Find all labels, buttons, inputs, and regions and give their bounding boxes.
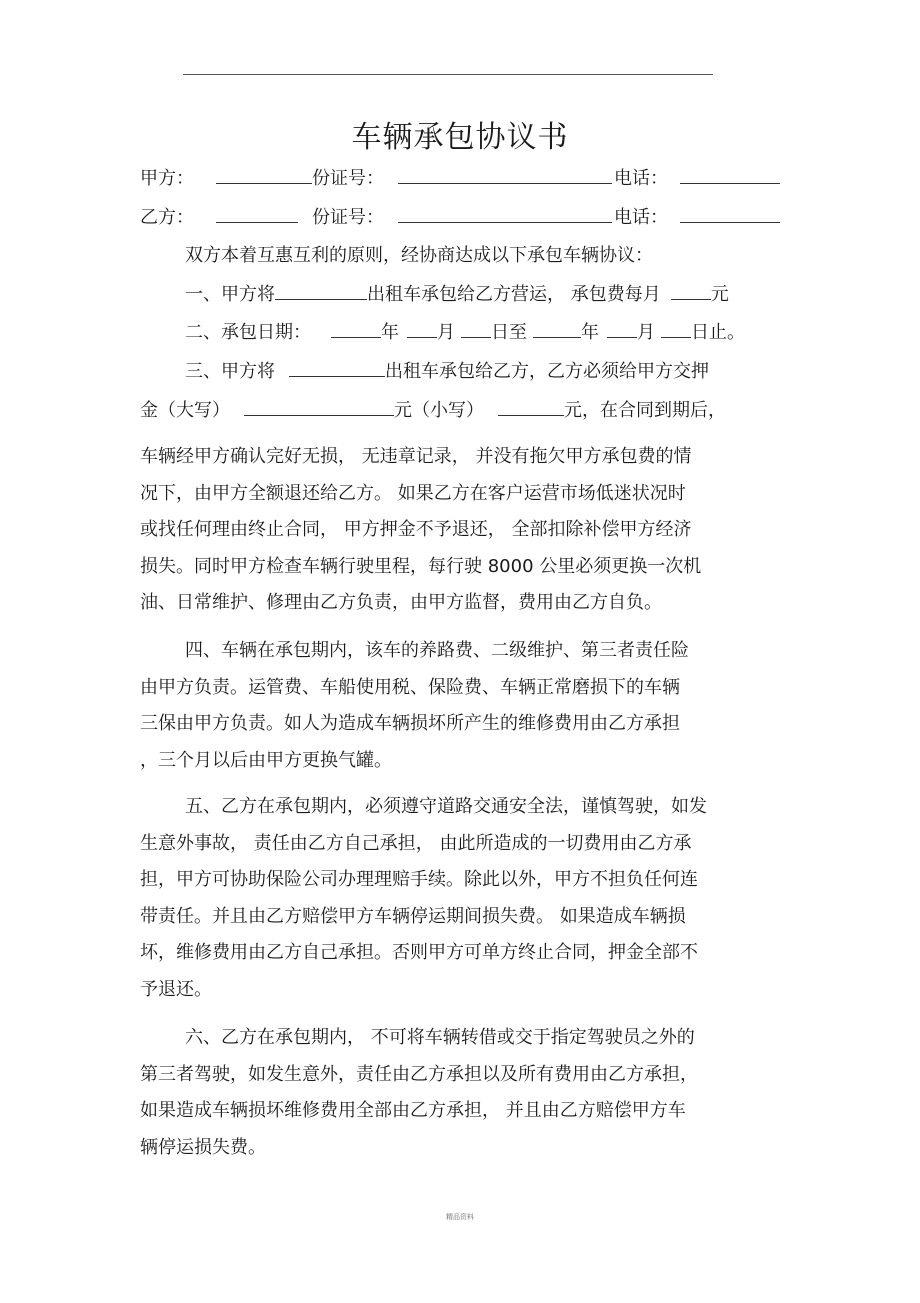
clause-1 [185,281,729,308]
month-label: 月 [437,322,455,343]
clause-5-text-2: 生意外事故， 责任由乙方自己承担， 由此所造成的一切费用由乙方承 [140,832,692,854]
clause-4-body [140,633,780,779]
clause-5-text-5: 坏，维修费用由乙方自己承担。否则甲方可单方终止合同，押金全部不 [140,942,698,963]
party-a-label: 甲方： [140,168,194,189]
party-a-id [312,165,612,192]
party-a-phone [614,165,780,192]
clause-5-text-6: 予退还。 [140,978,212,1000]
clause-1-car-blank[interactable] [275,281,367,300]
clause-3-text-3: 或找任何理由终止合同， 甲方押金不予退还， 全部扣除补偿甲方经济 [140,519,692,540]
month-label-2: 月 [637,322,655,343]
clause-4-text-1: 四、车辆在承包期内，该车的养路费、二级维护、第三者责任险 [185,640,689,661]
clause-1-part-b: 出租车承包给乙方营运， 承包费每月 [367,284,661,305]
party-b-label: 乙方： [140,207,194,228]
clause-3-text-4: 损失。同时甲方检查车辆行驶里程，每行驶 8000 公里必须更换一次机 [140,555,702,577]
party-a-row [140,165,312,192]
party-b-name-blank[interactable] [216,204,298,223]
intro-text: 双方本着互惠互利的原则，经协商达成以下承包车辆协议： [185,245,653,266]
party-b-phone-label: 电话： [614,207,668,228]
day-to-label: 日至 [491,322,527,343]
clause-4-text-2: 由甲方负责。运管费、车船使用税、保险费、车辆正常磨损下的车辆 [140,676,680,698]
clause-5-text-1: 五、乙方在承包期内，必须遵守道路交通安全法，谨慎驾驶，如发 [185,796,707,817]
clause-6-text-1: 六、乙方在承包期内， 不可将车辆转借或交于指定驾驶员之外的 [185,1027,695,1048]
page-footer: 精品资料 [446,1213,474,1221]
party-a-name-blank[interactable] [216,165,312,184]
clause-2-label: 二、承包日期： [185,322,311,343]
clause-1-part-a: 一、甲方将 [185,284,275,305]
clause-6-text-3: 如果造成车辆损坏维修费用全部由乙方承担， 并且由乙方赔偿甲方车 [140,1100,686,1121]
start-year-blank[interactable] [331,319,381,338]
clause-3-line-1 [185,358,709,385]
clause-3-part-b: 出租车承包给乙方，乙方必须给甲方交押 [385,361,709,382]
party-b-id-blank[interactable] [398,204,612,223]
clause-3-car-blank[interactable] [289,358,385,377]
day-end-label: 日止。 [691,322,745,343]
clause-4-text-3: 三保由甲方负责。如人为造成车辆损坏所产生的维修费用由乙方承担 [140,713,680,734]
clause-6-text-2: 第三者驾驶，如发生意外，责任由乙方承担以及所有费用由乙方承担， [140,1063,698,1085]
clause-5-text-3: 担，甲方可协助保险公司办理理赔手续。除此以外，甲方不担负任何连 [140,869,698,890]
clause-6-body [140,1020,780,1166]
party-a-id-label: 份证号： [312,168,384,189]
clause-3-text-2: 况下，由甲方全额退还给乙方。 如果乙方在客户运营市场低迷状况时 [140,482,686,504]
party-b-phone-blank[interactable] [680,204,780,223]
clause-1-fee-blank[interactable] [671,281,711,300]
year-label: 年 [381,322,399,343]
deposit-upper-blank[interactable] [244,397,394,416]
clause-3-part-a: 三、甲方将 [185,361,275,382]
clause-1-part-c: 元 [710,284,729,305]
year-label-2: 年 [581,322,599,343]
clause-4-text-4: ，三个月以后由甲方更换气罐。 [140,749,392,771]
party-a-id-blank[interactable] [398,165,612,184]
party-b-id-label: 份证号： [312,207,384,228]
party-b-id [312,204,612,231]
clause-5-body [140,789,780,1008]
start-day-blank[interactable] [461,319,491,338]
clause-2 [185,319,745,346]
clause-3-text-5: 油、日常维护、修理由乙方负责，由甲方监督，费用由乙方自负。 [140,592,662,613]
start-month-blank[interactable] [407,319,437,338]
end-month-blank[interactable] [607,319,637,338]
party-a-phone-blank[interactable] [680,165,780,184]
clause-3-body [140,439,780,622]
party-a-phone-label: 电话： [614,168,668,189]
clause-3-part-e: 元，在合同到期后， [564,400,726,421]
clause-6-text-4: 辆停运损失费。 [140,1136,266,1158]
header-rule [183,74,713,75]
end-year-blank[interactable] [533,319,581,338]
clause-5-text-4: 带责任。并且由乙方赔偿甲方车辆停运期间损失费。 如果造成车辆损 [140,905,686,927]
party-b-phone [614,204,780,231]
document-title: 车辆承包协议书 [351,120,569,155]
party-b-row [140,204,298,231]
clause-3-line-2 [140,397,726,424]
deposit-lower-label: 元（小写） [394,400,484,421]
end-day-blank[interactable] [661,319,691,338]
deposit-upper-label: 金（大写） [140,400,230,421]
clause-3-text-1: 车辆经甲方确认完好无损， 无违章记录， 并没有拖欠甲方承包费的情 [140,446,692,467]
deposit-lower-blank[interactable] [498,397,564,416]
